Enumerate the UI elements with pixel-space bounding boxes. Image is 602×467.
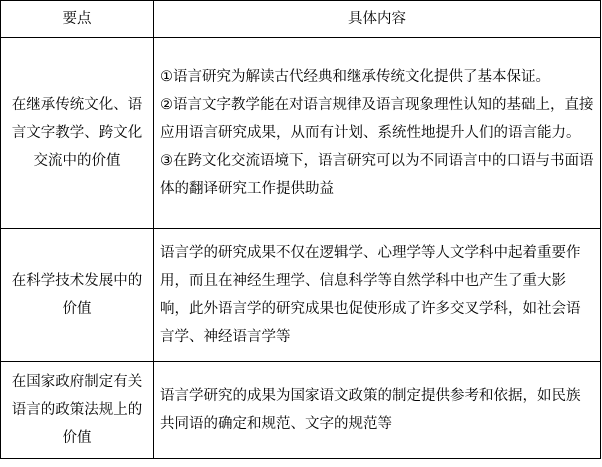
header-point: 要点 <box>1 1 154 38</box>
content-paragraph: ②语言文字教学能在对语言规律及语言现象理性认知的基础上，直接应用语言研究成果，从而有计划、系统性地提升人们的语言能力。 <box>160 97 594 141</box>
content-cell-science <box>154 229 601 362</box>
content-paragraph: 语言学研究的成果为国家语文政策的制定提供参考和依据，如民族共同语的确定和规范、文字的规范等 <box>160 388 581 432</box>
point-cell-policy: 在国家政府制定有关语言的政策法规上的价值 <box>1 362 154 459</box>
content-paragraph: 语言学的研究成果不仅在逻辑学、心理学等人文学科中起着重要作用，而且在神经生理学、信息科学等自然学科中也产生了重大影响，此外语言学的研究成果也促使形成了许多交叉学科，如社会语言学、神经语言学等 <box>160 245 581 345</box>
table-row <box>1 38 601 229</box>
header-row <box>1 1 601 38</box>
content-paragraph: ③在跨文化交流语境下，语言研究可以为不同语言中的口语与书面语体的翻译研究工作提供助益 <box>160 153 594 197</box>
header-content: 具体内容 <box>154 1 601 38</box>
point-cell-cultural: 在继承传统文化、语言文字教学、跨文化交流中的价值 <box>1 38 154 229</box>
content-cell-cultural <box>154 38 601 229</box>
table-row <box>1 362 601 459</box>
content-paragraph: ①语言研究为解读古代经典和继承传统文化提供了基本保证。 <box>160 69 550 85</box>
content-cell-policy <box>154 362 601 459</box>
point-cell-science: 在科学技术发展中的价值 <box>1 229 154 362</box>
table-row <box>1 229 601 362</box>
